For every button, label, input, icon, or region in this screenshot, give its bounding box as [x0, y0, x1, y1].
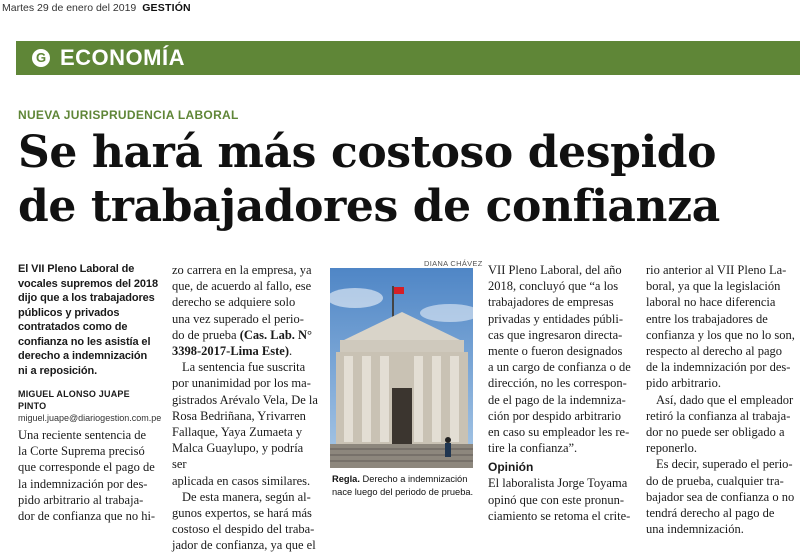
body-paragraph: Es decir, superado el perio- do de prueba, cualquier tra- bajador sea de confianza o no tendrá derecho al pago de una indemnización.: [646, 457, 795, 537]
photo-caption: [332, 473, 476, 499]
logo-letter: G: [35, 50, 47, 65]
column-2: [172, 262, 318, 554]
byline-author: MIGUEL ALONSO JUAPE PINTO: [18, 389, 130, 411]
column-1: [18, 262, 162, 524]
headline-line-1: Se hará más costoso despido: [18, 127, 717, 178]
caption-text: Derecho a indemnización nace luego del periodo de prueba.: [332, 474, 474, 497]
caption-lead: Regla.: [332, 474, 360, 484]
body-paragraph: La sentencia fue suscrita por unanimidad por los ma- gistrados Arévalo Vela, De la Rosa Bedriñana, Yrivarren Fallaque, Yaya Zumaeta y Malca Guaylupo, y podría ser aplicada en casos similares.: [172, 360, 318, 488]
body-paragraph: De esta manera, según al- gunos expertos, se hará más costoso el despido del traba- jador de confianza, ya que el: [172, 489, 316, 553]
body-paragraph: Una reciente sentencia de la Corte Suprema precisó que corresponde el pago de la indemnización por des- pido arbitrario al trabaja- dor de confianza que no hi-: [18, 428, 156, 524]
case-citation: (Cas. Lab. N° 3398-2017-Lima Este): [172, 327, 313, 359]
body-paragraph: rio anterior al VII Pleno La- boral, ya que la legislación laboral no hace diferencia entre los trabajadores de confianza y los que no lo son, respecto al derecho al pago de la indemnización por des- pido arbitrario.: [646, 263, 795, 391]
body-paragraph: Así, dado que el empleador retiró la confianza al trabaja- dor no puede ser obligado a reponerlo.: [646, 392, 794, 456]
kicker: NUEVA JURISPRUDENCIA LABORAL: [18, 108, 239, 122]
body-paragraph: El laboralista Jorge Toyama opinó que con este pronun- ciamiento se retoma el crite-: [488, 476, 631, 523]
lead-paragraph: El VII Pleno Laboral de vocales supremos del 2018 dijo que a los trabajadores públicos y privados contratados como de confianza no les asistía el derecho a indemnización ni a reposición.: [18, 263, 158, 377]
body-paragraph: VII Pleno Laboral, del año 2018, concluyó que “a los trabajadores de empresas privadas y entidades públi- cas que ingresaron directa- mente o fueron designados a un cargo de confianza o de dirección, no les correspon- de el pago de la indemniza- ción por despido arbitrario en caso su empleador les re- tire la confianza”.: [488, 263, 631, 456]
building-photo-icon: [330, 268, 473, 468]
headline-line-2: de trabajadores de confianza: [18, 181, 720, 232]
publication-name: GESTIÓN: [142, 2, 191, 14]
page-header: [2, 2, 191, 16]
gestion-logo-icon: [32, 49, 50, 67]
headline: [18, 126, 798, 234]
photo-palace-of-justice: [330, 268, 473, 468]
byline-email: miguel.juape@diariogestion.com.pe: [18, 413, 162, 423]
page-date: Martes 29 de enero del 2019: [2, 2, 137, 14]
section-title: ECONOMÍA: [60, 45, 185, 70]
body-paragraph: zo carrera en la empresa, ya que, de acuerdo al fallo, ese derecho se adquiere solo una vez superado el perio- do de prueba (Cas. Lab. N° 3398-2017-Lima Este).: [172, 263, 313, 359]
subhead-opinion: Opinión: [488, 460, 534, 475]
photo-credit: DIANA CHÁVEZ: [424, 259, 483, 268]
column-4: [488, 262, 634, 524]
section-bar: [16, 41, 800, 75]
column-5: [646, 262, 796, 537]
